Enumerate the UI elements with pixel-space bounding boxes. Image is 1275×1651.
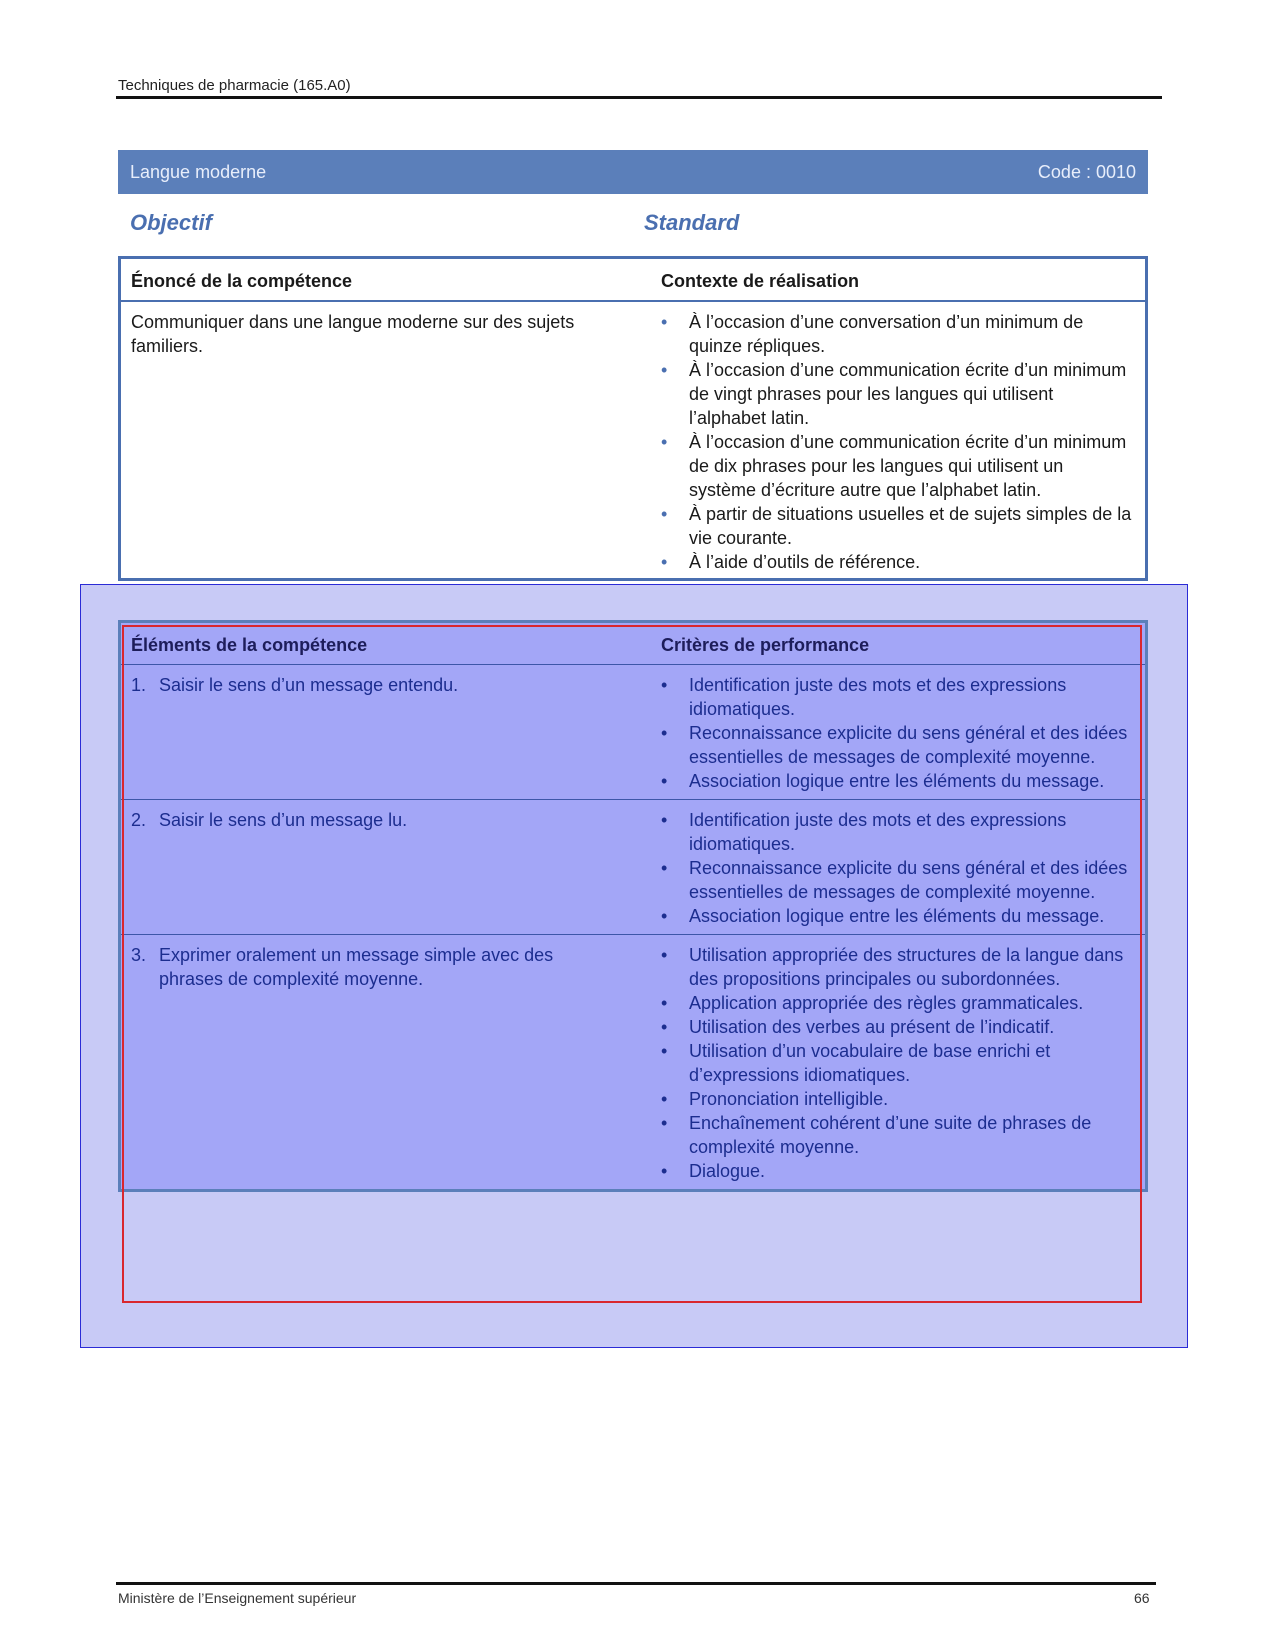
list-item: • Identification juste des mots et des expressions idiomatiques. — [689, 808, 1135, 856]
element-number: 2. — [131, 810, 147, 830]
enonce-table — [118, 256, 1148, 581]
criteria-cell — [651, 665, 1147, 800]
list-item: • Utilisation des verbes au présent de l’indicatif. — [689, 1015, 1135, 1039]
list-item: • Dialogue. — [689, 1159, 1135, 1183]
criteria-list — [661, 943, 1135, 1183]
element-number: 3. — [131, 945, 147, 965]
list-item: • À l’occasion d’une conversation d’un minimum de quinze répliques. — [689, 310, 1135, 358]
element-cell — [120, 665, 652, 800]
criteria-list — [661, 808, 1135, 928]
element-text: Exprimer oralement un message simple avec des phrases de complexité moyenne. — [159, 945, 554, 989]
footer-rule — [116, 1582, 1156, 1585]
document-header-title: Techniques de pharmacie (165.A0) — [118, 77, 351, 94]
list-item: • Utilisation d’un vocabulaire de base enrichi et d’expressions idiomatiques. — [689, 1039, 1135, 1087]
criteria-cell — [651, 800, 1147, 935]
table-row — [120, 935, 1147, 1191]
list-item: • À partir de situations usuelles et de sujets simples de la vie courante. — [689, 502, 1135, 550]
element-text: Saisir le sens d’un message entendu. — [159, 675, 459, 695]
contexte-header: Contexte de réalisation — [651, 258, 1147, 302]
list-item: • Reconnaissance explicite du sens général et des idées essentielles de messages de complexité moyenne. — [689, 721, 1135, 769]
table-row — [120, 665, 1147, 800]
contexte-list — [661, 310, 1135, 574]
list-item: • À l’occasion d’une communication écrite d’un minimum de dix phrases pour les langues qui utilisent un système d’écriture autre que l’alphabet latin. — [689, 430, 1135, 502]
elements-table — [118, 620, 1148, 1192]
element-cell — [120, 800, 652, 935]
standard-heading: Standard — [644, 210, 740, 235]
competency-title: Langue moderne — [130, 161, 267, 182]
element-text: Saisir le sens d’un message lu. — [159, 810, 408, 830]
enonce-header: Énoncé de la compétence — [120, 258, 652, 302]
element-cell — [120, 935, 652, 1191]
table-row — [120, 800, 1147, 935]
list-item: • Association logique entre les éléments du message. — [689, 904, 1135, 928]
criteres-header: Critères de performance — [651, 622, 1147, 665]
element-number: 1. — [131, 675, 147, 695]
criteria-list — [661, 673, 1135, 793]
list-item: • À l’aide d’outils de référence. — [689, 550, 1135, 574]
list-item: • À l’occasion d’une communication écrite d’un minimum de vingt phrases pour les langues qui utilisent l’alphabet latin. — [689, 358, 1135, 430]
elements-header: Éléments de la compétence — [120, 622, 652, 665]
list-item: • Reconnaissance explicite du sens général et des idées essentielles de messages de complexité moyenne. — [689, 856, 1135, 904]
competency-title-bar — [118, 150, 1148, 194]
contexte-cell — [651, 301, 1147, 580]
competency-code: Code : 0010 — [1037, 161, 1136, 182]
list-item: • Enchaînement cohérent d’une suite de phrases de complexité moyenne. — [689, 1111, 1135, 1159]
footer-ministry: Ministère de l’Enseignement supérieur — [118, 1590, 357, 1606]
header-rule — [116, 96, 1162, 99]
enonce-text: Communiquer dans une langue moderne sur des sujets familiers. — [131, 312, 575, 356]
list-item: • Utilisation appropriée des structures de la langue dans des propositions principales ou subordonnées. — [689, 943, 1135, 991]
page-number: 66 — [1134, 1590, 1150, 1606]
objectif-heading: Objectif — [130, 210, 212, 235]
list-item: • Application appropriée des règles grammaticales. — [689, 991, 1135, 1015]
list-item: • Identification juste des mots et des expressions idiomatiques. — [689, 673, 1135, 721]
criteria-cell — [651, 935, 1147, 1191]
list-item: • Association logique entre les éléments du message. — [689, 769, 1135, 793]
list-item: • Prononciation intelligible. — [689, 1087, 1135, 1111]
